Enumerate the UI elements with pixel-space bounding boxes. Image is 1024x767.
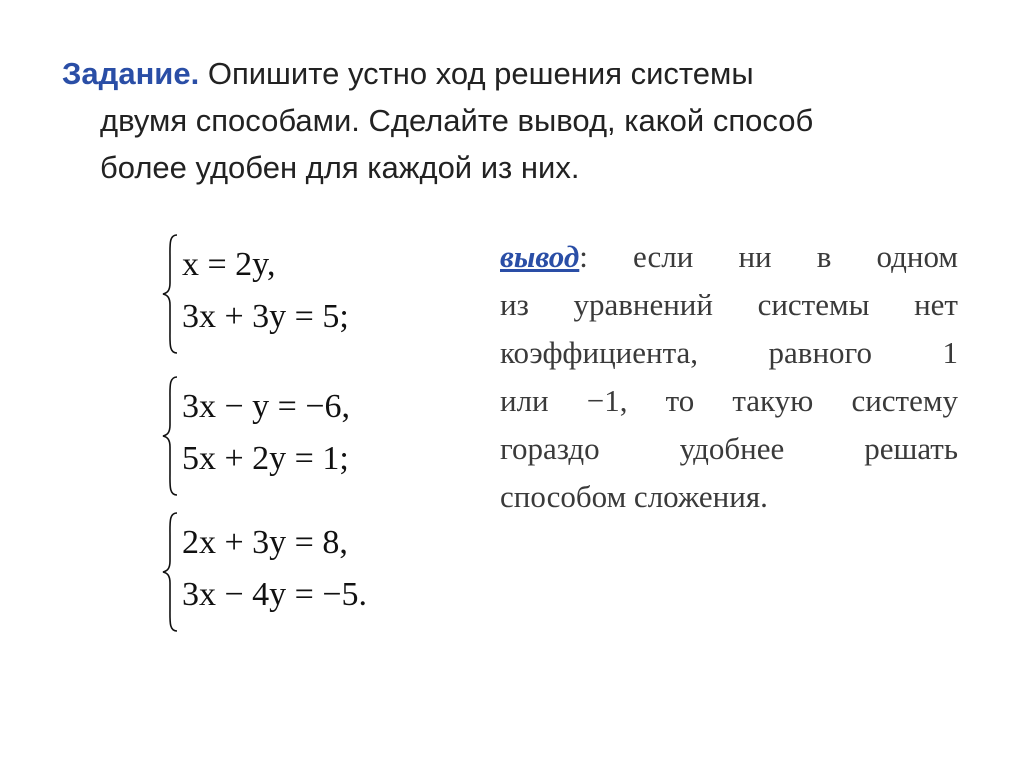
conclusion-word: гораздо xyxy=(500,431,600,466)
conclusion-word: нет xyxy=(914,287,958,322)
system-1-equation-2: 3x + 3y = 5; xyxy=(182,298,349,335)
conclusion-word: одном xyxy=(876,239,958,274)
conclusion-word: равного xyxy=(768,335,872,370)
task-label: Задание. xyxy=(62,56,200,91)
left-brace-icon xyxy=(162,511,178,633)
conclusion-line-1 xyxy=(500,233,958,281)
equation-system-2 xyxy=(162,375,422,497)
conclusion-word: коэффициента, xyxy=(500,335,699,370)
conclusion-word: если xyxy=(633,239,694,274)
task-line-1 xyxy=(62,50,942,97)
conclusion-block xyxy=(500,233,958,521)
conclusion-word: ни xyxy=(738,239,772,274)
conclusion-word: : xyxy=(579,239,588,274)
conclusion-word: системы xyxy=(757,287,870,322)
conclusion-label: вывод xyxy=(500,239,580,274)
equation-system-3 xyxy=(162,511,422,633)
system-3-equation-2: 3x − 4y = −5. xyxy=(182,576,368,613)
conclusion-line-4 xyxy=(500,377,958,425)
system-3-equation-1: 2x + 3y = 8, xyxy=(182,524,348,561)
system-1-equation-1: x = 2y, xyxy=(182,246,276,283)
conclusion-word: −1, xyxy=(586,383,628,418)
equation-system-1 xyxy=(162,233,422,355)
conclusion-word: уравнений xyxy=(573,287,713,322)
conclusion-word: или xyxy=(500,383,549,418)
conclusion-word: 1 xyxy=(942,335,958,370)
conclusion-word: такую xyxy=(732,383,814,418)
task-line-2: двумя способами. Сделайте вывод, какой способ xyxy=(100,103,814,138)
conclusion-line-2 xyxy=(500,281,958,329)
conclusion-word: удобнее xyxy=(679,431,785,466)
conclusion-word: способом сложения. xyxy=(500,479,768,514)
conclusion-line-6 xyxy=(500,473,958,521)
conclusion-line-3 xyxy=(500,329,958,377)
conclusion-line-5 xyxy=(500,425,958,473)
conclusion-word: решать xyxy=(864,431,958,466)
conclusion-word: то xyxy=(665,383,695,418)
conclusion-word: систему xyxy=(851,383,958,418)
task-block xyxy=(62,50,942,191)
conclusion-word: в xyxy=(816,239,832,274)
conclusion-line-1-start xyxy=(500,233,588,281)
system-2-equation-1: 3x − y = −6, xyxy=(182,388,351,425)
system-2-equation-2: 5x + 2y = 1; xyxy=(182,440,349,477)
task-text-1: Опишите устно ход решения системы xyxy=(207,56,754,91)
conclusion-word: из xyxy=(500,287,529,322)
left-brace-icon xyxy=(162,375,178,497)
left-brace-icon xyxy=(162,233,178,355)
task-line-3: более удобен для каждой из них. xyxy=(100,150,580,185)
